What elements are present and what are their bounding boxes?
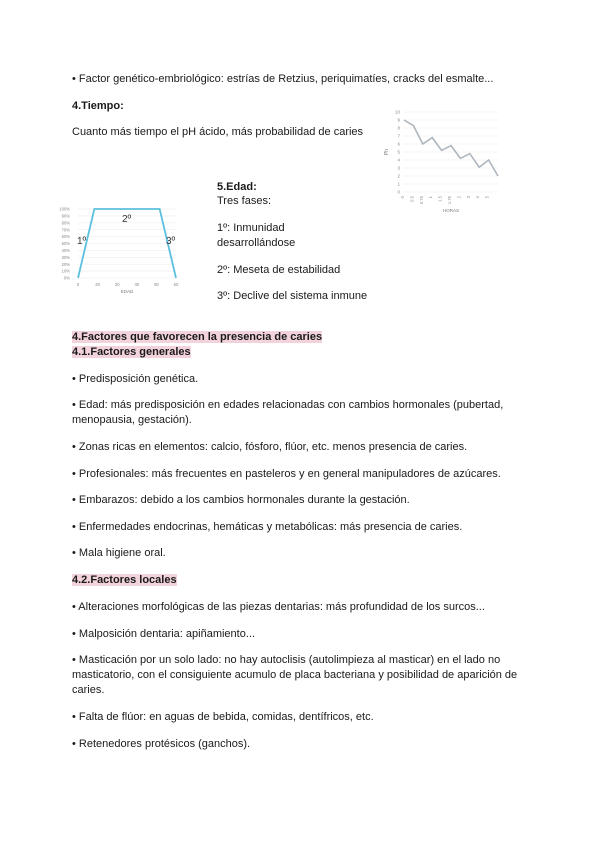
edad-phase-1-line-2: desarrollándose (217, 237, 296, 249)
age-chart-y-tick: 0% (63, 275, 70, 281)
ph-chart-y-tick: 4 (397, 157, 400, 163)
ph-chart-x-tick: 3 (465, 196, 471, 199)
age-chart-annotation-2: 2º (122, 214, 132, 225)
tiempo-heading: 4.Tiempo: (72, 100, 124, 112)
age-chart-y-tick: 90% (61, 213, 70, 219)
local-item: • Retenedores protésicos (ganchos). (72, 738, 251, 750)
age-chart-x-tick: 50 (154, 282, 159, 287)
ph-chart-y-tick: 5 (397, 149, 400, 155)
ph-chart-x-tick: 4 (475, 196, 481, 199)
edad-intro: Tres fases: (217, 195, 271, 207)
general-item: • Embarazos: debido a los cambios hormonales durante la gestación. (72, 494, 410, 506)
ph-chart-x-tick: 1 (428, 196, 434, 199)
age-chart-x-label: EDAD (120, 289, 134, 294)
age-chart-y-tick: 70% (61, 227, 70, 233)
edad-heading: 5.Edad: (217, 181, 257, 193)
age-chart-x-tick: 20 (95, 282, 100, 287)
age-chart (52, 202, 197, 297)
local-factors-title: 4.2.Factores locales (72, 574, 177, 586)
ph-chart-grid (404, 112, 498, 192)
age-chart-y-tick: 50% (61, 241, 70, 247)
ph-chart-x-tick: 1.75 (447, 196, 452, 205)
age-chart-y-tick: 20% (61, 261, 70, 267)
age-chart-y-tick: 40% (61, 248, 70, 253)
ph-chart-y-label: Ph (384, 148, 390, 156)
general-item: • Edad: más predisposición en edades relacionadas con cambios hormonales (pubertad, menopausia, gestación). (72, 399, 504, 426)
age-chart-y-tick: 100% (59, 206, 70, 212)
age-chart-annotation-3: 3º (166, 236, 176, 247)
ph-chart-x-tick: 2 (456, 196, 462, 199)
ph-chart-x-tick: 5 (484, 196, 490, 199)
ph-chart-y-tick: 10 (394, 109, 400, 115)
ph-chart-x-label: HORAS (442, 208, 460, 213)
ph-chart-series-line (404, 120, 498, 176)
age-chart-y-tick: 80% (61, 220, 70, 226)
ph-chart-y-tick: 9 (397, 117, 400, 123)
age-chart-y-tick: 30% (61, 254, 70, 260)
age-chart-annotation-1: 1º (77, 236, 87, 247)
ph-chart-y-tick: 0 (397, 189, 400, 195)
edad-phase-3: 3º: Declive del sistema inmune (217, 290, 368, 302)
edad-phase-2: 2º: Meseta de estabilidad (217, 264, 341, 276)
general-factors-title: 4.1.Factores generales (72, 346, 191, 358)
ph-chart-x-tick: 0.75 (418, 196, 424, 205)
local-item: • Malposición dentaria: apiñamiento... (72, 628, 256, 640)
ph-chart-x-tick: 0 (400, 196, 405, 199)
ph-chart-y-tick: 8 (397, 125, 400, 131)
age-chart-x-tick: 0 (76, 282, 80, 287)
local-item: • Falta de flúor: en aguas de bebida, comidas, dentífricos, etc. (72, 711, 374, 723)
age-chart-x-tick: 30 (114, 282, 120, 287)
age-chart-x-tick: 60 (173, 282, 179, 287)
edad-phase-1-line-1: 1º: Inmunidad (217, 222, 285, 234)
ph-chart-x-ticks (400, 195, 490, 204)
general-item: • Zonas ricas en elementos: calcio, fósforo, flúor, etc. menos presencia de caries. (72, 441, 468, 453)
ph-chart-y-tick: 1 (397, 181, 400, 187)
general-item: • Enfermedades endocrinas, hemáticas y metabólicas: más presencia de caries. (72, 521, 463, 533)
age-chart-y-tick: 60% (61, 234, 70, 240)
ph-chart-y-tick: 6 (397, 141, 400, 147)
ph-chart (370, 104, 510, 219)
ph-chart-x-tick: 0.5 (409, 196, 415, 202)
ph-chart-y-tick: 2 (397, 173, 400, 179)
top-bullet: • Factor genético-embriológico: estrías de Retzius, periquimatíes, cracks del esmalte... (72, 73, 494, 85)
tiempo-text: Cuanto más tiempo el pH ácido, más probabilidad de caries (72, 126, 364, 138)
general-item: • Profesionales: más frecuentes en pasteleros y en general manipuladores de azúcares. (72, 468, 501, 480)
ph-chart-y-tick: 7 (397, 133, 400, 139)
ph-chart-y-ticks (395, 110, 401, 195)
age-chart-y-ticks (59, 207, 70, 281)
age-chart-x-ticks (77, 282, 179, 287)
local-item: • Masticación por un solo lado: no hay autoclisis (autolimpieza al masticar) en el lado no masticatorio, con el consiguiente acumulo de placa bacteriana y posibilidad de aparición de caries. (72, 654, 518, 696)
age-chart-y-tick: 10% (61, 268, 70, 274)
section-title: 4.Factores que favorecen la presencia de caries (72, 331, 323, 343)
general-item: • Predisposición genética. (72, 373, 199, 385)
ph-chart-y-tick: 3 (397, 165, 400, 171)
age-chart-x-tick: 40 (134, 282, 140, 287)
local-item: • Alteraciones morfológicas de las piezas dentarias: más profundidad de los surcos... (72, 601, 485, 613)
ph-chart-x-tick: 1.5 (437, 196, 443, 202)
general-item: • Mala higiene oral. (72, 547, 166, 559)
